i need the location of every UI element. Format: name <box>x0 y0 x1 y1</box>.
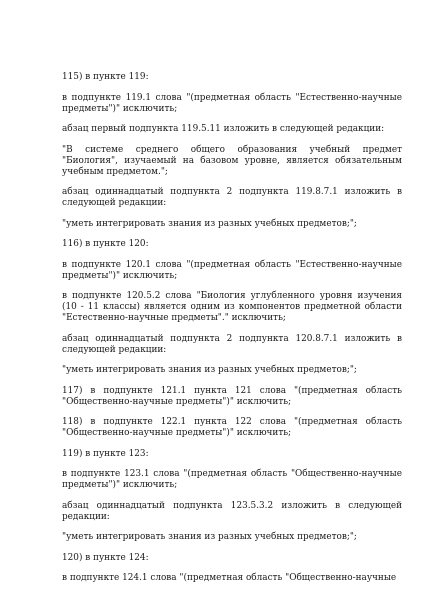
paragraph-abzac-119-5-11: абзац первый подпункта 119.5.11 изложить в следующей редакции: <box>62 124 385 134</box>
paragraph-item-116: 116) в пункте 120: <box>62 239 149 249</box>
paragraph-quote-biology: "В системе среднего общего образования учебный предмет "Биология", изучаемый на базовом уровне, является обязательным учебным предметом."; <box>62 144 402 177</box>
paragraph-quote-integrate-1: "уметь интегрировать знания из разных учебных предметов;"; <box>62 218 357 229</box>
paragraph-item-119: 119) в пункте 123: <box>62 448 149 459</box>
paragraph-abzac-120-8-7-1: абзац одиннадцатый подпункта 2 подпункта 120.8.7.1 изложить в следующей редакции: <box>62 333 402 355</box>
paragraph-item-115: 115) в пункте 119: <box>62 72 149 82</box>
paragraph-quote-integrate-3: "уметь интегрировать знания из разных учебных предметов;"; <box>62 532 357 542</box>
paragraph-subpoint-120-1: в подпункте 120.1 слова "(предметная область "Естественно-научные предметы")" исключить; <box>62 259 402 281</box>
paragraph-item-120: 120) в пункте 124: <box>62 552 149 563</box>
paragraph-abzac-123-5-3-2: абзац одиннадцатый подпункта 123.5.3.2 изложить в следующей редакции: <box>62 500 402 522</box>
paragraph-item-117: 117) в подпункте 121.1 пункта 121 слова "(предметная область "Общественно-научные предметы")" исключить; <box>62 385 402 407</box>
paragraph-subpoint-119-1: в подпункте 119.1 слова "(предметная область "Естественно-научные предметы")" исключить; <box>62 92 402 114</box>
paragraph-abzac-119-8-7-1: абзац одиннадцатый подпункта 2 подпункта 119.8.7.1 изложить в следующей редакции: <box>62 187 402 208</box>
paragraph-item-118: 118) в подпункте 122.1 пункта 122 слова "(предметная область "Общественно-научные предметы")" исключить; <box>62 417 402 438</box>
paragraph-subpoint-123-1: в подпункте 123.1 слова "(предметная область "Общественно-научные предметы")" исключить; <box>62 469 402 490</box>
paragraph-subpoint-120-5-2: в подпункте 120.5.2 слова "Биология углубленного уровня изучения (10 - 11 классы) является одним из компонентов предметной области "Естественно-научные предметы"." исключить; <box>62 291 402 323</box>
paragraph-subpoint-124-1: в подпункте 124.1 слова "(предметная область "Общественно-научные <box>62 573 397 583</box>
paragraph-quote-integrate-2: "уметь интегрировать знания из разных учебных предметов;"; <box>62 365 357 375</box>
